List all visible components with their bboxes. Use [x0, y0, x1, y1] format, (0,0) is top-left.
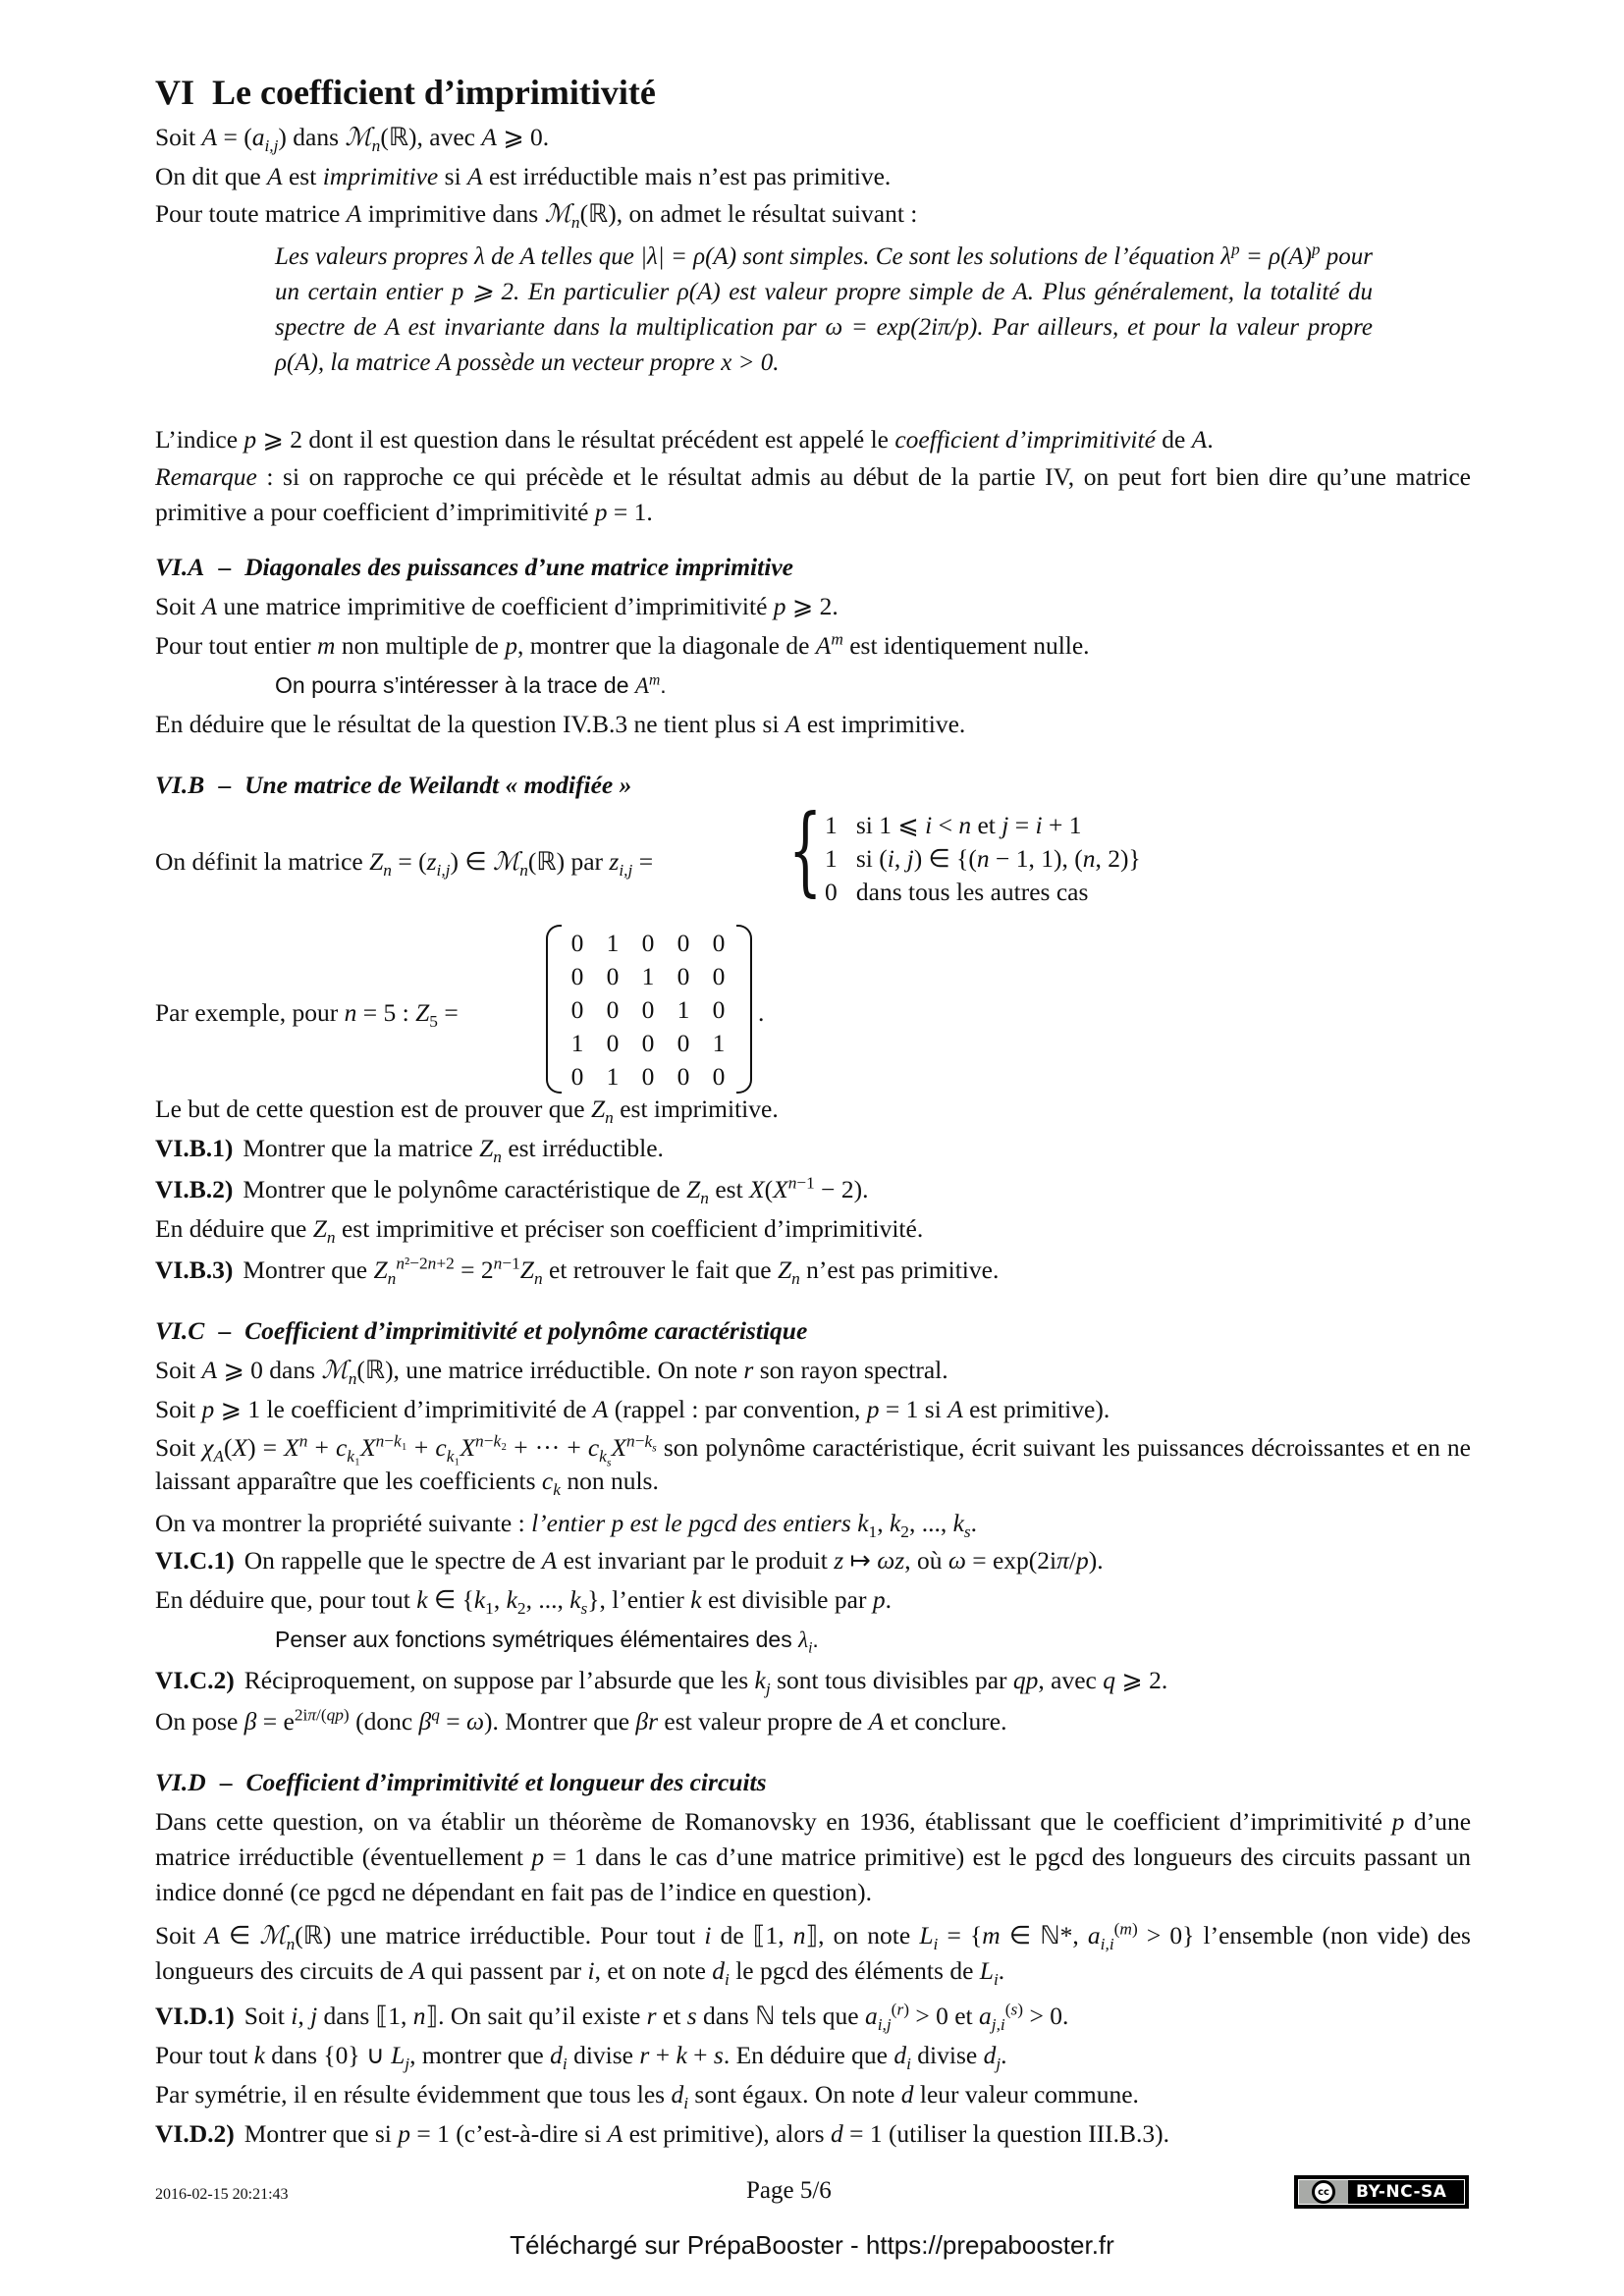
footer-timestamp: 2016-02-15 20:21:43: [155, 2186, 289, 2203]
VI-C-line-3: Soit $\chi_A(X) = X^n + c_{k_1}X^{n-k_1} + c_{k_1}X^{n-k_2}$ + ··· + $c_{k_s}X^{n-k_s}$ son polynôme caractéristique, écrit suivant les puissances décroissantes et en ne laissant apparaître que les coefficients $c_k$ non nuls.: [155, 1431, 1471, 1500]
VI-C-1-followup: En déduire que, pour tout k ∈ {$k_1$, $k_2$, ..., $k_s$}, l’entier k est divisible par p.: [155, 1585, 892, 1619]
matrix-period: .: [758, 998, 765, 1027]
subsection-heading-VI-B: VI.B – Une matrice de Weilandt « modifiée »: [155, 771, 632, 799]
license-badge[interactable]: [1294, 2175, 1469, 2209]
case-row-1: 1 si 1 ⩽ i < n et j = i + 1: [825, 811, 1082, 839]
VI-A-hint: On pourra s’intéresser à la trace de $A^m$.: [275, 671, 667, 698]
intro-line-2: On dit que A est imprimitive si A est irréductible mais n’est pas primitive.: [155, 162, 892, 190]
intro-line-3: Pour toute matrice A imprimitive dans ℳ$_n$(ℝ), on admet le résultat suivant :: [155, 199, 918, 233]
VI-A-line-1: Soit A une matrice imprimitive de coefficient d’imprimitivité p ⩾ 2.: [155, 592, 839, 620]
VI-A-line-2: Pour tout entier m non multiple de p, montrer que la diagonale de $A^m$ est identiquement nulle.: [155, 629, 1090, 660]
question-VI-B-2: VI.B.2) Montrer que le polynôme caractéristique de $Z_n$ est $X(X^{n-1} - 2)$.: [155, 1173, 869, 1208]
VI-C-2-followup: On pose $\beta = e^{2i\pi/(qp)}$ (donc $\beta^q = \omega$). Montrer que βr est valeur propre de A et conclure.: [155, 1705, 1007, 1735]
VI-C-hint: Penser aux fonctions symétriques élémentaires des $\lambda_i$.: [275, 1627, 819, 1657]
VI-C-line-2: Soit p ⩾ 1 le coefficient d’imprimitivité de A (rappel : par convention, p = 1 si A est primitive).: [155, 1395, 1110, 1423]
cc-icon: cc: [1312, 2180, 1335, 2204]
remark: Remarque : si on rapproche ce qui précède et le résultat admis au début de la partie IV, on peut fort bien dire qu’une matrice primitive a pour coefficient d’imprimitivité p = 1.: [155, 462, 1471, 526]
case-row-3: 0 dans tous les autres cas: [825, 878, 1089, 906]
question-VI-C-1: VI.C.1) On rappelle que le spectre de A est invariant par le produit z ↦ ωz, où ω = exp(2iπ/p).: [155, 1546, 1104, 1575]
VI-B-2-followup: En déduire que $Z_n$ est imprimitive et préciser son coefficient d’imprimitivité.: [155, 1214, 924, 1248]
page-number: Page 5/6: [746, 2177, 832, 2204]
subsection-heading-VI-D: VI.D – Coefficient d’imprimitivité et longueur des circuits: [155, 1768, 767, 1796]
VI-D-1-followup-1: Pour tout k dans {0} ∪ $L_j$, montrer que $d_i$ divise r + k + s. En déduire que $d_i$ divise $d_j$.: [155, 2041, 1007, 2074]
VI-D-1-followup-2: Par symétrie, il en résulte évidemment que tous les $d_i$ sont égaux. On note d leur valeur commune.: [155, 2080, 1139, 2113]
matrix-right-paren: [736, 925, 752, 1094]
VI-C-line-4: On va montrer la propriété suivante : l’entier p est le pgcd des entiers $k_1$, $k_2$, ..., $k_s$.: [155, 1509, 978, 1542]
download-note[interactable]: Téléchargé sur PrépaBooster - https://prepabooster.fr: [510, 2230, 1114, 2260]
question-VI-D-2: VI.D.2) Montrer que si p = 1 (c’est-à-dire si A est primitive), alors d = 1 (utiliser la question III.B.3).: [155, 2119, 1170, 2148]
intro-line-4: L’indice p ⩾ 2 dont il est question dans le résultat précédent est appelé le coefficient d’imprimitivité de A.: [155, 425, 1214, 454]
section-title-text: Le coefficient d’imprimitivité: [212, 73, 656, 112]
VI-B-definition-lead: On définit la matrice $Z_n = (z_{i,j})$ ∈ ℳ$_n$(ℝ) par $z_{i,j}$ =: [155, 847, 654, 881]
question-VI-C-2: VI.C.2) Réciproquement, on suppose par l’absurde que les $k_j$ sont tous divisibles par qp, avec q ⩾ 2.: [155, 1666, 1168, 1699]
VI-A-line-3: En déduire que le résultat de la question IV.B.3 ne tient plus si A est imprimitive.: [155, 710, 966, 738]
matrix-Z5: 0 1 0 0 0 0 0 1 0 0 0 0 0 1 0 1 0 0 0 1 0 1 0 0 0: [570, 929, 726, 1091]
intro-line-1: Soit $A = (a_{i,j})$ dans ℳ$_n$(ℝ), avec A ⩾ 0.: [155, 123, 550, 156]
VI-B-example-lead: Par exemple, pour n = 5 : $Z_5$ =: [155, 998, 459, 1032]
VI-D-paragraph-2: Soit A ∈ ℳ$_n$(ℝ) une matrice irréductible. Pour tout i de ⟦1, n⟧, on note $L_i = \{m$ ∈ ℕ*, $a_{i,i}^{(m)} > 0$} l’ensemble (non vide) des longueurs des circuits de A qui passent par i, et on note $d_i$ le pgcd des éléments de $L_i$.: [155, 1919, 1471, 1990]
license-text: BY-NC-SA: [1356, 2182, 1447, 2202]
subsection-heading-VI-A: VI.A – Diagonales des puissances d’une matrice imprimitive: [155, 553, 793, 581]
case-row-2: 1 si (i, j) ∈ {(n − 1, 1), (n, 2)}: [825, 844, 1141, 873]
left-brace: {: [788, 795, 823, 907]
VI-B-goal: Le but de cette question est de prouver que $Z_n$ est imprimitive.: [155, 1095, 779, 1128]
question-VI-B-1: VI.B.1) Montrer que la matrice $Z_n$ est irréductible.: [155, 1134, 664, 1167]
question-VI-D-1: VI.D.1) Soit i, j dans ⟦1, n⟧. On sait qu’il existe r et s dans ℕ tels que $a_{i,j}^{(r)} > 0$ et $a_{j,i}^{(s)} > 0$.: [155, 2000, 1069, 2035]
section-title: [155, 71, 656, 114]
section-number: VI: [155, 73, 195, 112]
subsection-heading-VI-C: VI.C – Coefficient d’imprimitivité et polynôme caractéristique: [155, 1316, 808, 1345]
VI-C-line-1: Soit A ⩾ 0 dans ℳ$_n$(ℝ), une matrice irréductible. On note r son rayon spectral.: [155, 1356, 948, 1389]
remark-label: Remarque: [155, 462, 257, 491]
VI-D-paragraph-1: Dans cette question, on va établir un théorème de Romanovsky en 1936, établissant que le coefficient d’imprimitivité p d’une matrice irréductible (éventuellement p = 1 dans le cas d’une matrice primitive) est le pgcd des longueurs des circuits passant un indice donné (ce pgcd ne dépendant en fait pas de l’indice en question).: [155, 1807, 1472, 1906]
question-VI-B-3: VI.B.3) Montrer que $Z_n^{n^2-2n+2} = 2^{n-1}Z_n$ et retrouver le fait que $Z_n$ n’est pas primitive.: [155, 1254, 1000, 1289]
admitted-result-quote: Les valeurs propres λ de A telles que |λ| = ρ(A) sont simples. Ce sont les solutions de l’équation $\lambda^p = \rho(A)^p$ pour un certain entier p ⩾ 2. En particulier ρ(A) est valeur propre simple de A. Plus généralement, la totalité du spectre de A est invariante dans la multiplication par ω = exp(2iπ/p). Par ailleurs, et pour la valeur propre ρ(A), la matrice A possède un vecteur propre x > 0.: [275, 240, 1373, 376]
